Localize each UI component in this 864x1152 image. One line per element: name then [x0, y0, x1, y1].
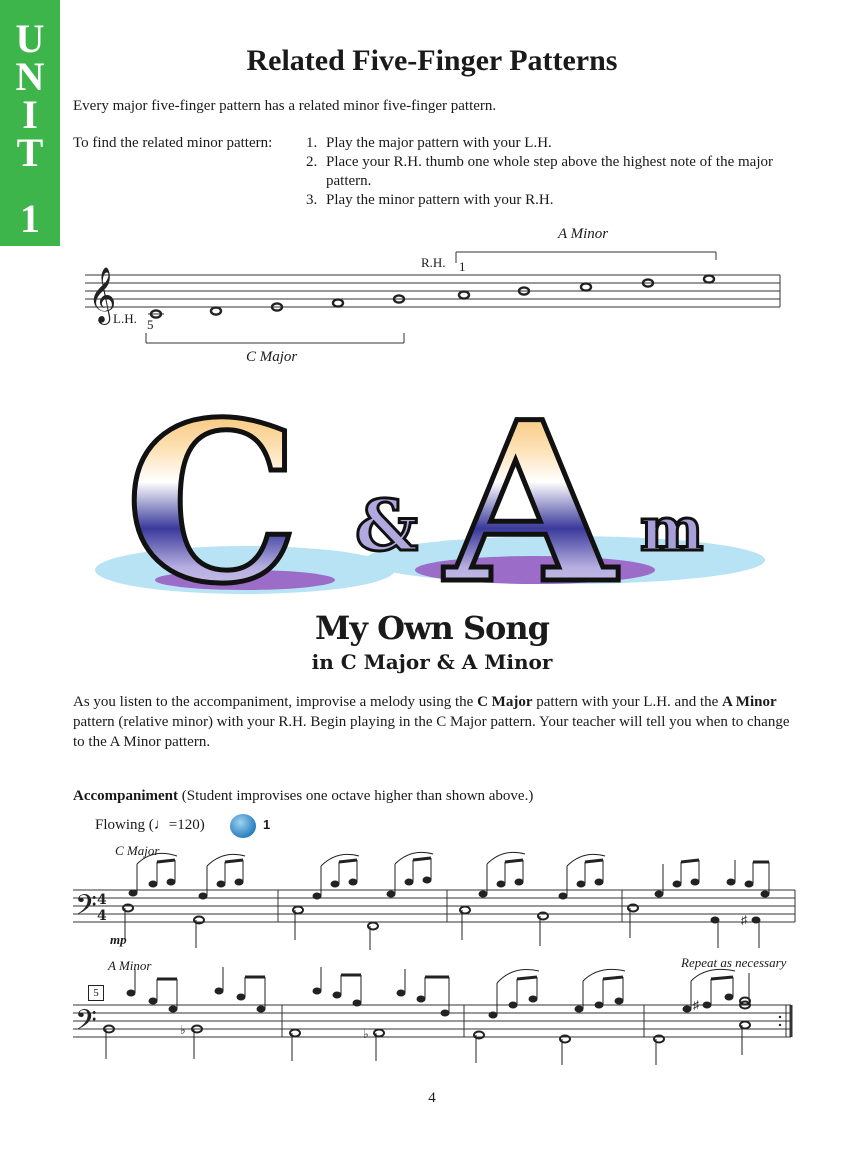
svg-text:m: m	[640, 495, 704, 565]
page-title: Related Five-Finger Patterns	[246, 44, 618, 77]
unit-letter: N	[15, 54, 45, 99]
step-number: 2.	[306, 154, 318, 170]
unit-tab	[0, 0, 60, 246]
step-text: Play the minor pattern with your R.H.	[326, 192, 554, 208]
tempo-value: =120)	[168, 817, 205, 833]
speaker-icon[interactable]	[230, 814, 256, 838]
svg-text:A: A	[445, 390, 616, 600]
tempo-word: Flowing (	[95, 817, 154, 833]
svg-text:♭: ♭	[180, 1023, 186, 1037]
svg-text:4: 4	[97, 908, 107, 924]
text-bold: A Minor	[722, 694, 777, 710]
page-number: 4	[428, 1090, 436, 1106]
svg-text:♯: ♯	[693, 998, 699, 1012]
song-subtitle: in C Major & A Minor	[311, 650, 553, 674]
svg-text:C: C	[125, 390, 301, 600]
treble-staff	[80, 245, 785, 345]
accompaniment-note: (Student improvises one octave higher than shown above.)	[178, 788, 534, 804]
unit-letter: I	[22, 92, 38, 137]
song-instructions	[73, 692, 795, 752]
step-text: Place your R.H. thumb one whole step above the highest note of the major pattern.	[326, 154, 773, 189]
bass-staff-2	[73, 965, 798, 1065]
step-number: 1.	[306, 135, 318, 151]
step-item	[306, 134, 786, 153]
c-major-label: C Major	[246, 349, 298, 365]
step-item	[306, 191, 786, 210]
step-text: Play the major pattern with your L.H.	[326, 135, 552, 151]
text-part: pattern (relative minor) with your R.H. Begin playing in the C Major pattern. Your teacher will tell you when to change to the A Minor pattern.	[73, 714, 790, 750]
svg-text:4: 4	[97, 892, 107, 908]
c-and-am-graphic	[95, 390, 775, 600]
track-number: 1	[263, 817, 271, 832]
bass-staff-1	[73, 850, 798, 950]
section-a-minor: A Minor	[108, 958, 152, 973]
text-bold: C Major	[477, 694, 533, 710]
steps-list	[306, 134, 786, 210]
lh-finger: 5	[147, 317, 154, 332]
treble-clef-icon: 𝄞	[88, 267, 117, 323]
text-part: As you listen to the accompaniment, improvise a melody using the	[73, 694, 478, 710]
a-minor-label: A Minor	[558, 226, 609, 242]
tempo-marking	[95, 817, 205, 834]
intro-text: Every major five-finger pattern has a related minor five-finger pattern.	[73, 98, 497, 114]
repeat-text: Repeat as necessary	[681, 955, 787, 970]
bass-clef-icon: 𝄢	[75, 889, 97, 929]
svg-text:&: &	[355, 484, 419, 567]
unit-letter: T	[16, 130, 44, 175]
quarter-note-icon: ♩	[153, 817, 169, 833]
rh-label: R.H.	[421, 255, 446, 270]
text-part: pattern with your L.H. and the	[532, 694, 723, 710]
step-number: 3.	[306, 192, 318, 208]
rh-finger: 1	[459, 259, 466, 274]
song-title: My Own Song	[314, 609, 550, 647]
dynamic-mp: mp	[110, 932, 127, 947]
lh-label: L.H.	[113, 311, 137, 326]
measure-number: 5	[88, 985, 104, 1001]
beat-group	[129, 853, 245, 899]
bass-clef-icon: 𝄢	[75, 1004, 97, 1044]
section-c-major: C Major	[115, 843, 160, 858]
svg-text:♯: ♯	[741, 913, 747, 927]
svg-text:♭: ♭	[363, 1027, 369, 1041]
accompaniment-heading	[73, 788, 533, 805]
step-item	[306, 153, 786, 191]
accompaniment-label: Accompaniment	[73, 788, 178, 804]
unit-number: 1	[20, 196, 40, 241]
unit-letter: U	[15, 16, 45, 61]
find-label: To find the related minor pattern:	[73, 135, 273, 151]
